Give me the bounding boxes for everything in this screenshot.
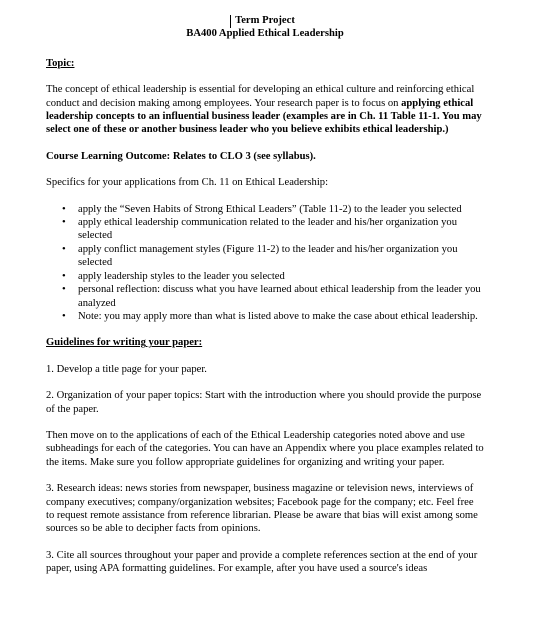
list-item: • apply ethical leadership communication related to the leader and his/her organization you selected (62, 217, 457, 242)
bullet-icon: • (62, 217, 66, 229)
topic-paragraph (46, 83, 484, 137)
bullet-icon: • (62, 270, 66, 282)
specifics-intro: Specifics for your applications from Ch. 11 on Ethical Leadership: (46, 177, 329, 189)
list-item: • apply the “Seven Habits of Strong Ethical Leaders” (Table 11-2) to the leader you selected (62, 203, 462, 215)
guidelines-heading: Guidelines for writing your paper: (46, 337, 203, 349)
guideline-paragraph-3: Then move on to the applications of each of the Ethical Leadership categories noted above and use subheadings for each of the categories. You can have an Appendix where you place examples related to the items. Make sure you follow appropriate guidelines for organizing and writing your paper. (46, 429, 484, 468)
topic-intro-text: The concept of ethical leadership is essential for developing an ethical culture and reinforcing ethical conduct and decision making among employees. Your research paper is to focus on (46, 84, 475, 109)
topic-heading: Topic: (46, 57, 75, 69)
guideline-paragraph-1: 1. Develop a title page for your paper. (46, 363, 207, 375)
topic-intro-bold: applying ethical leadership concepts to an influential business leader (examples are in Ch. 11 Table 11-1. You may select one of these or another business leader who you believe exhibits ethical leadership.) (46, 97, 482, 136)
document-title (46, 14, 484, 41)
title-line-1: Term Project (235, 15, 295, 26)
list-item: • apply leadership styles to the leader you selected (62, 270, 285, 282)
bullet-icon: • (62, 203, 66, 215)
guideline-paragraph-2: 2. Organization of your paper topics: Start with the introduction where you should provide the purpose of the paper. (46, 390, 482, 415)
list-item: • apply conflict management styles (Figure 11-2) to the leader and his/her organization you selected (62, 243, 458, 269)
bullet-icon: • (62, 243, 66, 255)
list-item: • personal reflection: discuss what you have learned about ethical leadership from the leader you analyzed (62, 284, 481, 309)
title-line-2: BA400 Applied Ethical Leadership (186, 28, 344, 40)
specifics-list (46, 203, 484, 324)
bullet-icon: • (62, 310, 66, 322)
guideline-paragraph-4: 3. Research ideas: news stories from newspaper, business magazine or television news, interviews of company executives; company/organization websites; Facebook page for the company; etc. Feel free to request remote assistance from reference librarian. Please be aware that bias will exist among some sources so be able to decipher facts from opinions. (46, 483, 478, 535)
document-page (46, 14, 484, 576)
guideline-paragraph-5: 3. Cite all sources throughout your paper and provide a complete references section at the end of your paper, using APA formatting guidelines. For example, after you have used a source's ideas (46, 549, 478, 575)
text-cursor (230, 15, 231, 28)
list-item: • Note: you may apply more than what is listed above to make the case about ethical leadership. (62, 310, 478, 322)
learning-outcome: Course Learning Outcome: Relates to CLO 3 (see syllabus). (46, 150, 316, 162)
bullet-icon: • (62, 284, 66, 296)
